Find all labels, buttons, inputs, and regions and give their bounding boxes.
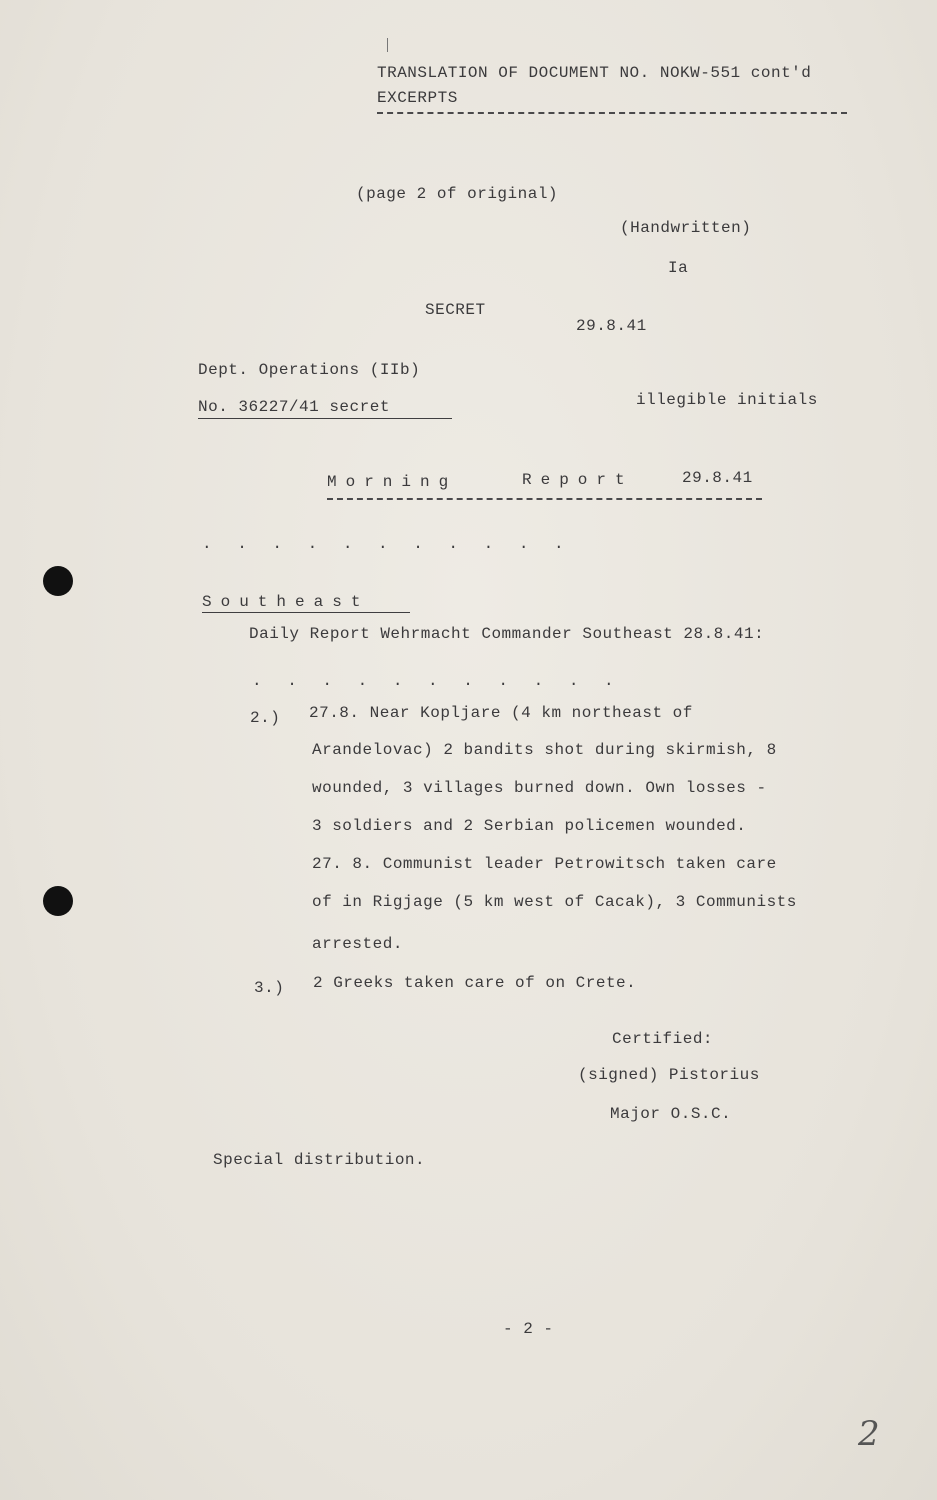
illegible-initials: illegible initials	[636, 391, 818, 409]
ellipsis-1: . . . . . . . . . . .	[202, 535, 572, 553]
certified-label: Certified:	[612, 1030, 714, 1048]
top-date: 29.8.41	[576, 317, 647, 335]
report-title-word1: Morning	[327, 473, 458, 491]
signatory-rank: Major O.S.C.	[610, 1105, 732, 1123]
item-line: wounded, 3 villages burned down. Own losses -	[312, 779, 767, 797]
item-number: 3.)	[254, 979, 285, 997]
punch-hole	[43, 886, 73, 916]
header-dashed-rule	[377, 112, 847, 114]
page-number: - 2 -	[503, 1320, 554, 1338]
daily-report-line: Daily Report Wehrmacht Commander Southeast 28.8.41:	[249, 625, 765, 643]
item-line: 3 soldiers and 2 Serbian policemen wounded.	[312, 817, 747, 835]
handwritten-page-number: 2	[858, 1414, 880, 1454]
section-heading-underline	[202, 612, 410, 613]
margin-tick	[387, 38, 388, 52]
item-line: arrested.	[312, 935, 403, 953]
report-title-date: 29.8.41	[682, 469, 753, 487]
distribution-note: Special distribution.	[213, 1151, 426, 1169]
item-line: 27.8. Near Kopljare (4 km northeast of	[309, 704, 693, 722]
page-note: (page 2 of original)	[356, 185, 559, 203]
item-line: 2 Greeks taken care of on Crete.	[313, 974, 637, 992]
report-title-dashed-rule	[327, 498, 762, 500]
handwritten-note: (Handwritten)	[620, 219, 752, 237]
item-line: Arandelovac) 2 bandits shot during skirmish, 8	[312, 741, 777, 759]
reference-underline	[198, 418, 452, 419]
reference-number: No. 36227/41 secret	[198, 398, 390, 416]
department: Dept. Operations (IIb)	[198, 361, 421, 379]
ellipsis-2: . . . . . . . . . . .	[252, 672, 622, 690]
classification: SECRET	[425, 301, 486, 319]
header-title: TRANSLATION OF DOCUMENT NO. NOKW-551 cont'd	[377, 64, 812, 82]
item-number: 2.)	[250, 709, 281, 727]
item-line: of in Rigjage (5 km west of Cacak), 3 Communists	[312, 893, 797, 911]
item-line: 27. 8. Communist leader Petrowitsch taken care	[312, 855, 777, 873]
signature-line: (signed) Pistorius	[578, 1066, 760, 1084]
section-heading: Southeast	[202, 593, 370, 611]
header-subtitle: EXCERPTS	[377, 89, 458, 107]
handwritten-mark: Ia	[668, 259, 689, 277]
report-title-word2: Report	[522, 471, 634, 489]
punch-hole	[43, 566, 73, 596]
